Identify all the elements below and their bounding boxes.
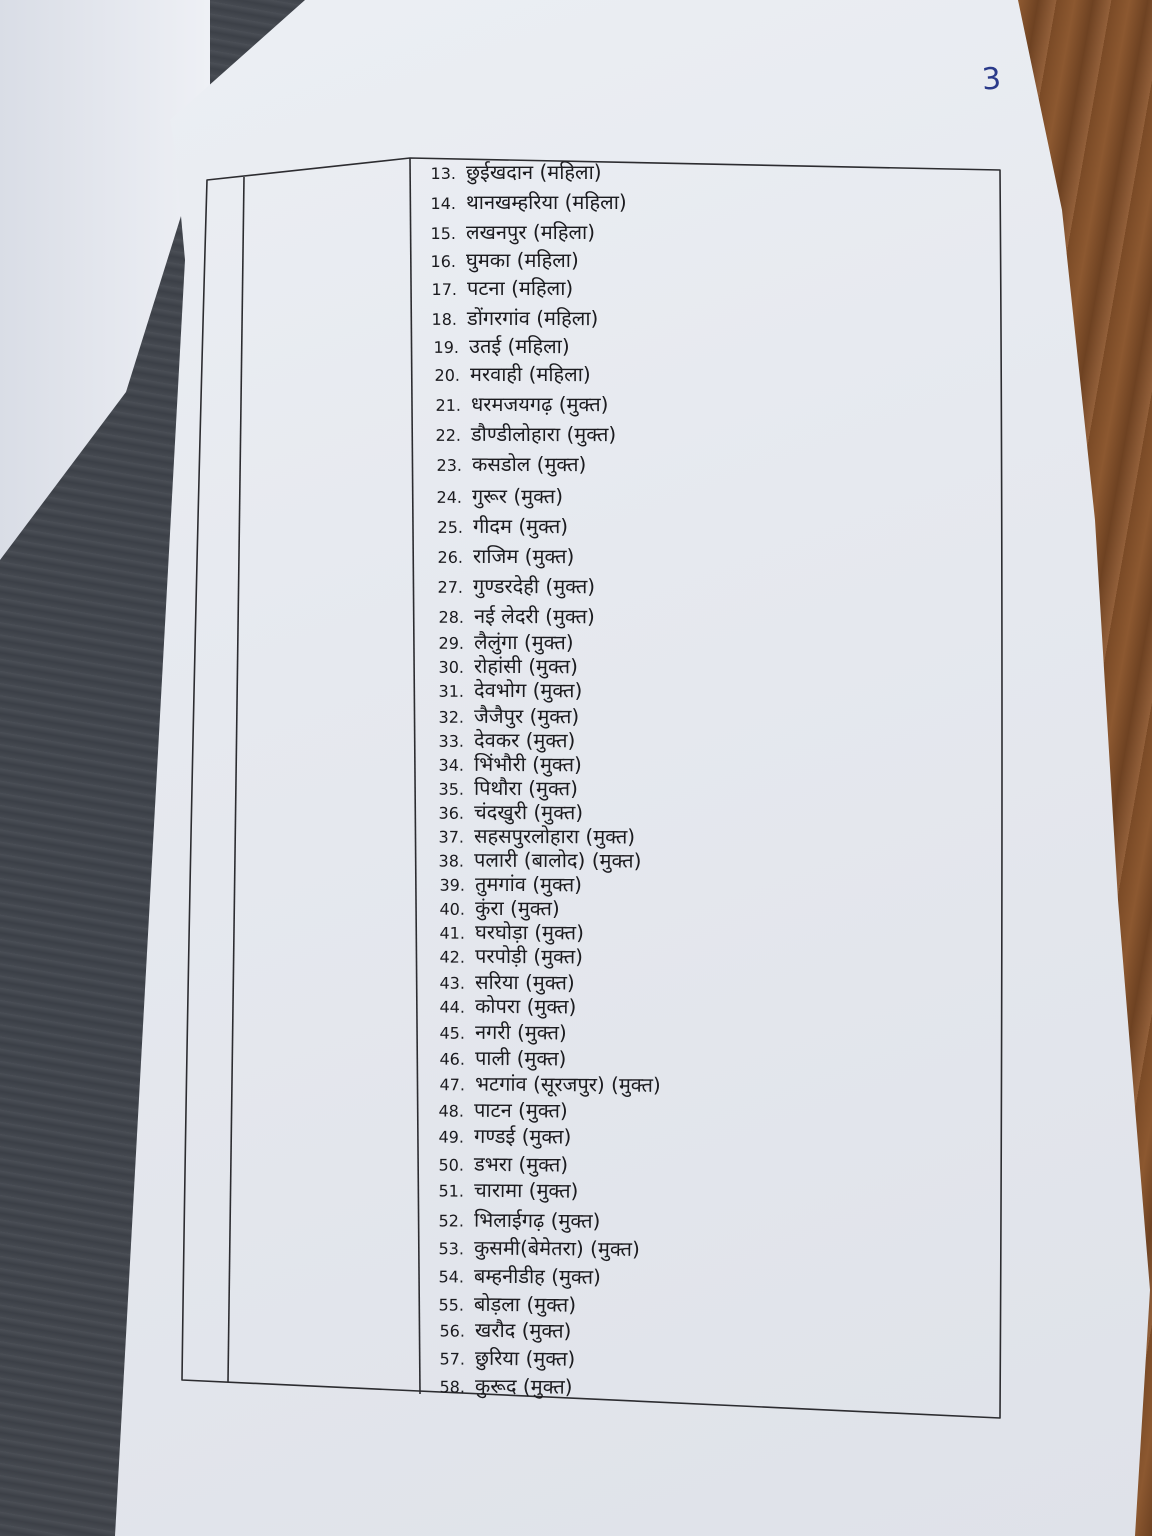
list-item-name: डौण्डीलोहारा (मुक्त) — [470, 421, 617, 447]
list-item-name: गण्डई (मुक्त) — [473, 1123, 572, 1149]
list-item-name: तुमगांव (मुक्त) — [474, 871, 583, 897]
list-item-number: 46. — [439, 1049, 466, 1069]
list-item-number: 42. — [439, 947, 466, 967]
list-item — [424, 359, 591, 389]
list-item-name: घुमका (महिला) — [465, 247, 579, 273]
list-item-number: 14. — [430, 193, 457, 213]
list-item-name: कुसमी(बेमेतरा) (मुक्त) — [473, 1235, 640, 1261]
list-item-name: सरिया (मुक्त) — [474, 969, 575, 995]
list-item-name: परपोड़ी (मुक्त) — [474, 943, 584, 969]
list-item-name: पटना (महिला) — [466, 275, 574, 301]
list-item-name: पाली (मुक्त) — [474, 1045, 567, 1071]
list-item-number: 49. — [438, 1127, 465, 1147]
list-item-number: 37. — [438, 827, 465, 847]
list-item — [423, 331, 570, 361]
list-item-name: गीदम (मुक्त) — [472, 513, 569, 539]
list-item-number: 21. — [435, 395, 462, 415]
list-item-number: 13. — [430, 164, 456, 183]
list-item-number: 27. — [437, 577, 464, 597]
list-item — [421, 303, 598, 333]
page-number: 3 — [980, 61, 1003, 98]
list-item-name: थानखम्हरिया (महिला) — [465, 189, 627, 215]
list-item-number: 28. — [438, 607, 465, 627]
list-item-name: जैजैपुर (मुक्त) — [473, 703, 580, 729]
list-item-number: 43. — [439, 973, 466, 993]
list-item — [428, 1174, 579, 1205]
list-item-number: 34. — [438, 755, 465, 775]
list-item — [428, 1260, 601, 1292]
list-item-number: 53. — [438, 1239, 465, 1259]
list-item-number: 25. — [437, 517, 464, 537]
list-item-number: 15. — [430, 223, 457, 243]
list-item — [427, 511, 568, 541]
list-item-name: पिथौरा (मुक्त) — [473, 775, 578, 801]
list-item-name: गुरूर (मुक्त) — [471, 483, 564, 509]
list-item-number: 35. — [438, 779, 465, 799]
list-item-number: 19. — [433, 337, 460, 357]
list-item-name: भिलाईगढ़ (मुक्त) — [473, 1207, 601, 1233]
list-item-name: चारामा (मुक्त) — [473, 1177, 579, 1203]
list-item-number: 47. — [439, 1075, 466, 1095]
list-item-name: छुरिया (मुक्त) — [474, 1345, 576, 1371]
list-item-number: 40. — [439, 899, 466, 919]
list-item-name: खरौद (मुक्त) — [474, 1317, 572, 1343]
list-item-name: नई लेदरी (मुक्त) — [473, 603, 595, 629]
list-item — [429, 1342, 575, 1373]
list-item-number: 44. — [439, 997, 466, 1017]
list-item-number: 20. — [434, 365, 461, 385]
list-item — [429, 1314, 572, 1345]
list-item-name: नगरी (मुक्त) — [474, 1019, 567, 1045]
list-item-name: कुंरा (मुक्त) — [474, 895, 560, 921]
list-item-name: देवकर (मुक्त) — [473, 727, 576, 753]
list-item-name: लैलुंगा (मुक्त) — [473, 629, 574, 655]
list-item — [427, 571, 595, 602]
list-item-name: सहसपुरलोहारा (मुक्त) — [473, 823, 636, 849]
list-item — [428, 1204, 601, 1236]
list-item-name: चंदखुरी (मुक्त) — [473, 799, 584, 825]
list-item-name: मरवाही (महिला) — [469, 361, 591, 387]
list-item-number: 16. — [430, 251, 457, 271]
list-item-number: 36. — [438, 803, 465, 823]
list-item-number: 38. — [438, 851, 465, 871]
list-item — [425, 389, 609, 419]
list-item-number: 56. — [439, 1321, 466, 1341]
list-item — [425, 419, 616, 449]
list-item-number: 39. — [439, 875, 466, 895]
list-item-number: 55. — [438, 1295, 465, 1315]
list-item-name: उतई (महिला) — [468, 333, 570, 359]
list-item-name: पलारी (बालोद) (मुक्त) — [473, 847, 642, 873]
list-item-number: 30. — [438, 657, 465, 677]
list-item — [428, 1120, 572, 1151]
list-item-name: लखनपुर (महिला) — [465, 219, 596, 245]
list-item-name: भटगांव (सूरजपुर) (मुक्त) — [474, 1071, 661, 1097]
list-item — [427, 541, 574, 571]
list-item-number: 26. — [437, 547, 464, 567]
list-item-number: 29. — [438, 633, 465, 653]
list-item-name: घरघोड़ा (मुक्त) — [474, 919, 585, 945]
list-item — [426, 481, 563, 511]
list-item — [420, 187, 627, 217]
list-item-name: कसडोल (मुक्त) — [471, 451, 587, 477]
list-item — [428, 1232, 640, 1264]
list-item-name: डोंगरगांव (महिला) — [466, 305, 599, 331]
list-item-name: पाटन (मुक्त) — [473, 1097, 568, 1123]
list-item-number: 24. — [436, 487, 463, 507]
list-item — [426, 449, 586, 479]
list-item-name: राजिम (मुक्त) — [472, 543, 575, 569]
list-item-number: 50. — [438, 1155, 465, 1175]
list-item-number: 22. — [435, 425, 462, 445]
list-item-name: छुईखदान (महिला) — [466, 160, 602, 184]
list-item-name: गुण्डरदेही (मुक्त) — [472, 573, 596, 599]
list-item-number: 33. — [438, 731, 465, 751]
list-item — [421, 273, 573, 303]
list-item-number: 58. — [439, 1377, 466, 1397]
list-item-number: 54. — [438, 1267, 465, 1287]
list-item-number: 41. — [439, 923, 466, 943]
list-item-number: 52. — [438, 1211, 465, 1231]
list-item-number: 23. — [436, 455, 463, 475]
list-item-name: देवभोग (मुक्त) — [473, 677, 583, 703]
list-item-name: बम्हनीडीह (मुक्त) — [473, 1263, 602, 1289]
list-item-name: रोहांसी (मुक्त) — [473, 653, 578, 679]
list-item-number: 51. — [438, 1181, 465, 1201]
list-item-number: 32. — [438, 707, 465, 727]
list-item-name: कोपरा (मुक्त) — [474, 993, 577, 1019]
list-item-number: 48. — [438, 1101, 465, 1121]
list-item-name: डभरा (मुक्त) — [473, 1151, 569, 1177]
list-item — [429, 1370, 573, 1401]
list-item-number: 31. — [438, 681, 465, 701]
list-item-name: बोड़ला (मुक्त) — [473, 1291, 577, 1317]
list-item-number: 17. — [431, 279, 458, 299]
list-item-name: भिंभौरी (मुक्त) — [473, 751, 582, 777]
list-item — [420, 217, 595, 247]
list-item-number: 57. — [439, 1349, 466, 1369]
list-item-name: धरमजयगढ़ (मुक्त) — [470, 391, 609, 417]
list-item — [420, 157, 602, 187]
list-item-number: 45. — [439, 1023, 466, 1043]
list-item-name: कुरूद (मुक्त) — [474, 1373, 573, 1399]
list-item-number: 18. — [431, 309, 458, 329]
list-item — [420, 245, 579, 275]
